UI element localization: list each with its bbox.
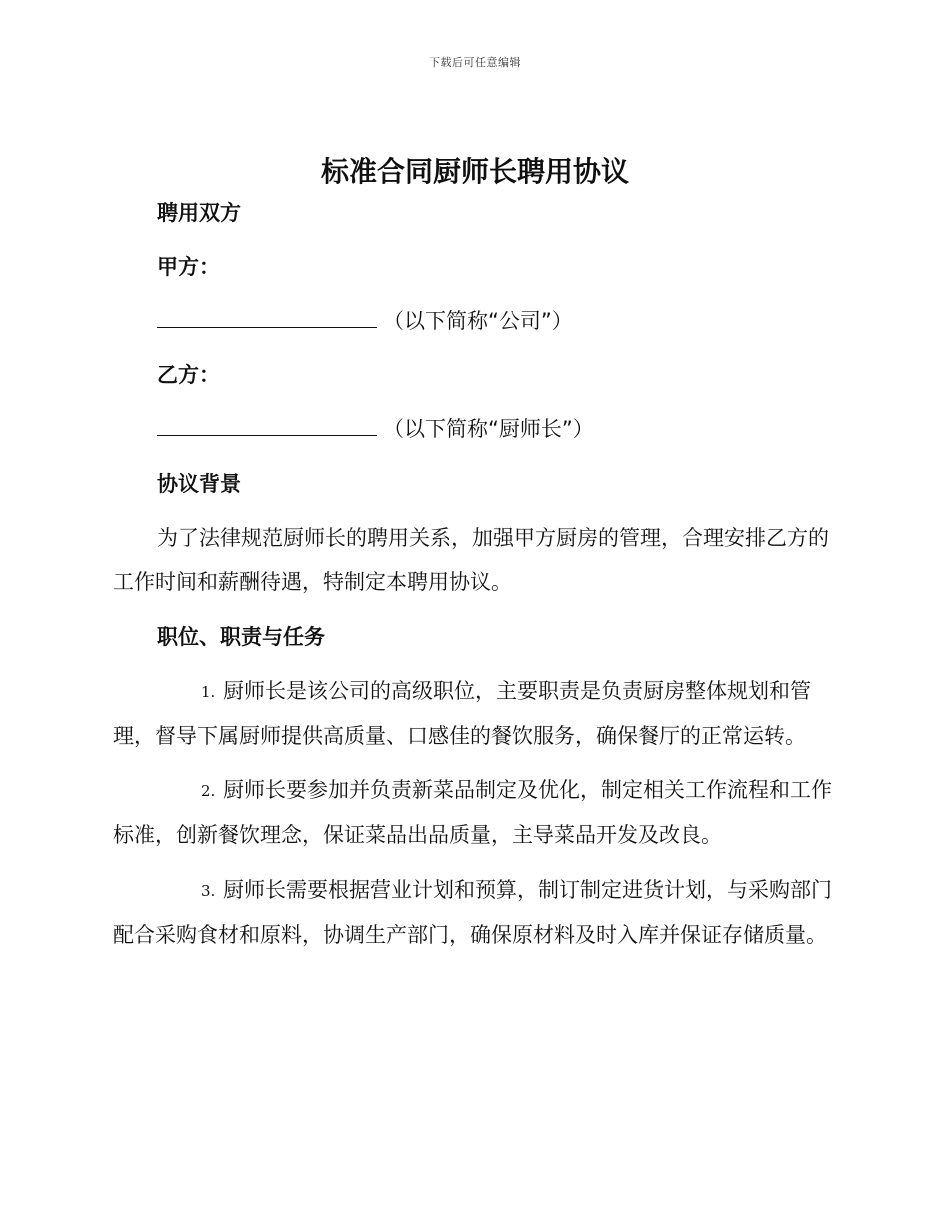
background-heading: 协议背景 <box>157 472 241 496</box>
duty-item-2-number: 2. <box>201 782 216 800</box>
party-a-line <box>157 252 220 282</box>
party-a-name-blank[interactable] <box>157 307 377 328</box>
party-b-label: 乙方： <box>157 363 220 387</box>
duty-item-3 <box>113 868 833 957</box>
page-header: 下载后可任意编辑 <box>429 56 521 69</box>
duty-item-1-text: 厨师长是该公司的高级职位，主要职责是负责厨房整体规划和管理，督导下属厨师提供高质量、口感佳的餐饮服务，确保餐厅的正常运转。 <box>113 679 811 748</box>
duty-item-1-number: 1. <box>201 683 216 701</box>
duty-item-3-text: 厨师长需要根据营业计划和预算，制订制定进货计划，与采购部门配合采购食材和原料，协调生产部门，确保原材料及时入库并保证存储质量。 <box>113 878 832 947</box>
duty-item-1 <box>113 669 833 758</box>
background-paragraph: 为了法律规范厨师长的聘用关系，加强甲方厨房的管理，合理安排乙方的工作时间和薪酬待遇，特制定本聘用协议。 <box>113 526 829 594</box>
duty-item-2-text: 厨师长要参加并负责新菜品制定及优化，制定相关工作流程和工作标准，创新餐饮理念，保证菜品出品质量，主导菜品开发及改良。 <box>113 778 832 847</box>
party-b-name-blank[interactable] <box>157 415 377 436</box>
party-a-label: 甲方： <box>157 255 220 279</box>
party-a-name-line <box>157 306 573 336</box>
party-b-line <box>157 360 220 390</box>
document-title: 标准合同厨师长聘用协议 <box>320 155 629 188</box>
party-a-suffix: （以下简称“公司”） <box>383 309 573 333</box>
parties-heading: 聘用双方 <box>157 201 241 225</box>
duty-item-2 <box>113 768 833 857</box>
duty-item-3-number: 3. <box>201 882 216 900</box>
duties-heading: 职位、职责与任务 <box>157 625 325 649</box>
party-b-name-line <box>157 414 594 444</box>
party-b-suffix: （以下简称“厨师长”） <box>383 417 594 441</box>
